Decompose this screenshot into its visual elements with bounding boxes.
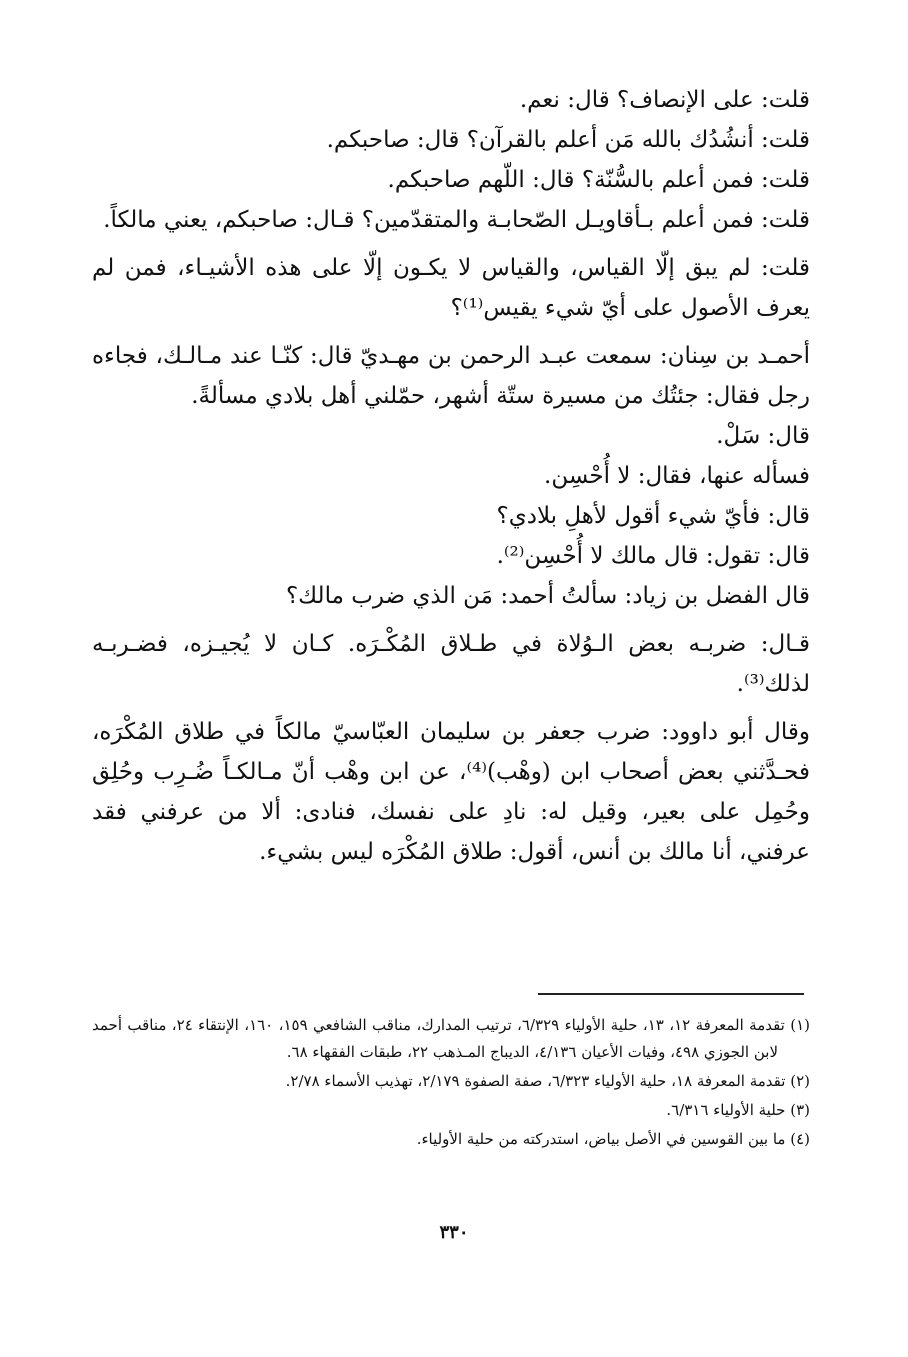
paragraph-11: قال الفضل بن زياد: سألتُ أحمد: مَن الذي ضرب مالك؟ [285,583,810,609]
paragraph-2: قلت: أنشُدُك بالله مَن أعلم بالقرآن؟ قال: صاحبكم. [326,127,810,153]
paragraph-4: قلت: فمن أعلم بـأقاويـل الصّحابـة والمتقدّمين؟ قـال: صاحبكم، يعني مالكاً. [103,207,810,233]
paragraph-9: قال: فأيّ شيء أقول لأهلِ بلادي؟ [496,503,810,529]
footnotes [92,1012,810,1155]
footnote-divider [538,993,804,995]
paragraph-7: قال: سَلْ. [716,423,810,449]
paragraph-1: قلت: على الإنصاف؟ قال: نعم. [519,87,810,113]
footnote-1: (١) تقدمة المعرفة ١٢، ١٣، حلية الأولياء ٦/٣٢٩، ترتيب المدارك، مناقب الشافعي ١٥٩، ١٦٠، الإنتقاء ٢٤، مناقب أحمد لابن الجوزي ٤٩٨، وفيات الأعيان ٤/١٣٦، الديباج المـذهب ٢٢، طبقات الفقهاء ٦٨. [92,1016,811,1061]
footnote-4: (٤) ما بين القوسين في الأصل بياض، استدركته من حلية الأولياء. [416,1130,810,1148]
paragraph-5: قلت: لم يبق إلّا القياس، والقياس لا يكـون إلّا على هذه الأشيـاء، فمن لم يعرف الأصول على أيّ شيء يقيس⁽¹⁾؟ [92,255,810,321]
paragraph-13: وقال أبو داوود: ضرب جعفر بن سليمان العبّاسيّ مالكاً في طلاق المُكْرَه، فحـدَّثني بعض أصحاب ابن (وهْب)⁽⁴⁾، عن ابن وهْب أنّ مـالكـاً ضُـرِب وحُلِق وحُمِل على بعير، وقيل له: نادِ على نفسك، فنادى: ألا من عرفني فقد عرفني، أنا مالك بن أنس، أقول: طلاق المُكْرَه ليس بشيء. [92,719,810,865]
footnote-2: (٢) تقدمة المعرفة ١٨، حلية الأولياء ٦/٣٢٣، صفة الصفوة ٢/١٧٩، تهذيب الأسماء ٢/٧٨. [285,1072,810,1090]
paragraph-10: قال: تقول: قال مالك لا أُحْسِن⁽²⁾. [496,543,810,569]
paragraph-12: قـال: ضربـه بعض الـوُلاة في طـلاق المُكْـرَه. كـان لا يُجيـزه، فضـربـه لذلك⁽³⁾. [92,631,810,697]
footnote-3: (٣) حلية الأولياء ٦/٣١٦. [666,1101,810,1119]
main-text [92,80,810,872]
page-number: ٣٣٠ [439,1222,469,1243]
paragraph-8: فسأله عنها، فقال: لا أُحْسِن. [544,463,810,489]
paragraph-6: أحمـد بن سِنان: سمعت عبـد الرحمن بن مهـديّ قال: كنّـا عند مـالـك، فجاءه رجل فقال: جئتُك من مسيرة ستّة أشهر، حمّلني أهل بلادي مسألةً. [92,343,810,409]
paragraph-3: قلت: فمن أعلم بالسُّنّة؟ قال: اللّهم صاحبكم. [387,167,810,193]
